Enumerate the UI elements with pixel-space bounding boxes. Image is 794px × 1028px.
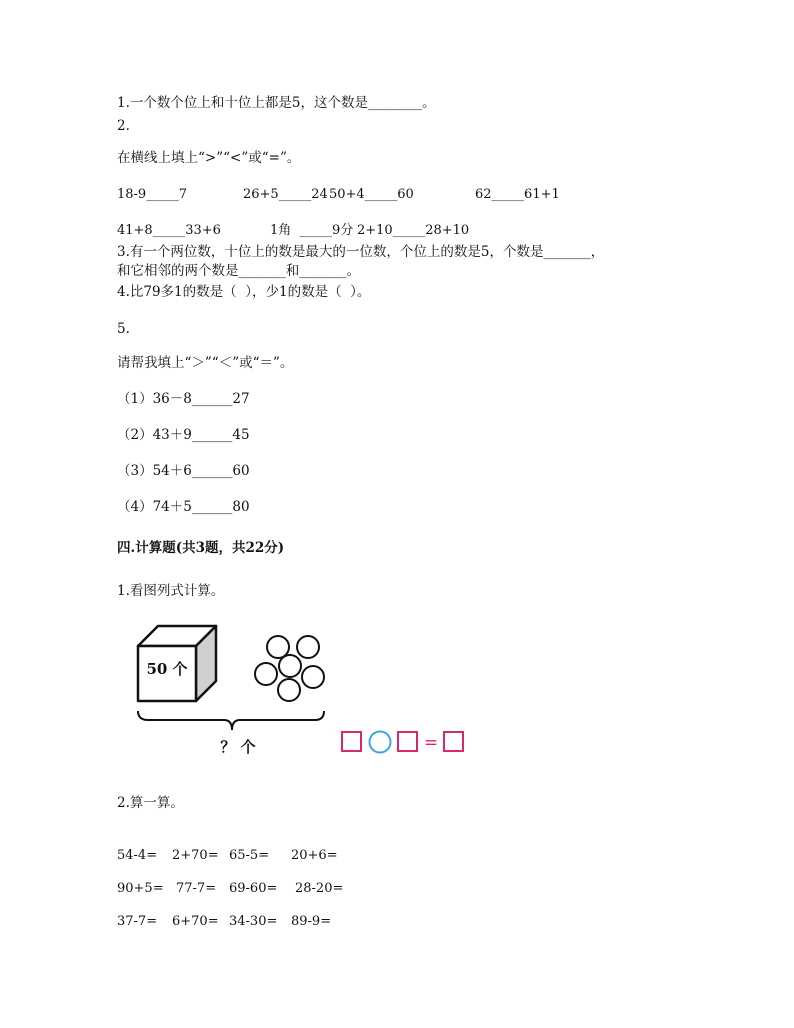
calc-item: 77-7= [176, 881, 217, 896]
compare-item: 2+10_____28+10 [357, 223, 470, 238]
question-3-line-1: 3.有一个两位数，十位上的数是最大的一位数，个位上的数是5，个数是_______， [117, 244, 605, 260]
circle-shape [278, 679, 300, 701]
question-5-instruction: 请帮我填上“＞”“＜”或“＝”。 [117, 355, 294, 371]
circle-shape [279, 655, 301, 677]
calc-item: 69-60= [229, 881, 278, 896]
cube-label: 50 个 [146, 660, 188, 678]
answer-box[interactable] [342, 732, 361, 751]
circle-shape [255, 663, 277, 685]
total-label: ？ 个 [220, 738, 256, 756]
calc-item: 65-5= [229, 848, 270, 863]
calc-item: 34-30= [229, 914, 278, 929]
operator-circle[interactable] [370, 732, 391, 753]
question-5-item-3: （3）54＋6______60 [117, 463, 250, 479]
answer-box[interactable] [444, 732, 463, 751]
question-1: 1.一个数个位上和十位上都是5，这个数是________。 [117, 95, 436, 111]
question-5-number: 5. [117, 321, 130, 337]
circle-shape [297, 636, 319, 658]
compare-item: 1角 _____9分 [270, 223, 354, 238]
question-5-item-1: （1）36－8______27 [117, 391, 250, 407]
calc-2-prompt: 2.算一算。 [117, 795, 184, 811]
compare-item: 26+5_____24 [243, 187, 328, 202]
question-2-instruction: 在横线上填上“>”“<”或“=”。 [117, 150, 301, 166]
calc-item: 54-4= [117, 848, 158, 863]
section-title: 四.计算题(共3题，共22分) [117, 540, 285, 556]
calc-item: 2+70= [172, 848, 219, 863]
equals-sign: = [423, 733, 439, 753]
compare-item: 18-9_____7 [117, 187, 187, 202]
circle-shape [302, 666, 324, 688]
circle-shape [267, 636, 289, 658]
calc-item: 28-20= [295, 881, 344, 896]
question-2-number: 2. [117, 118, 130, 134]
calc-1-prompt: 1.看图列式计算。 [117, 583, 225, 599]
question-3-line-2: 和它相邻的两个数是_______和_______。 [117, 263, 360, 279]
question-5-item-4: （4）74＋5______80 [117, 499, 250, 515]
question-5-item-2: （2）43＋9______45 [117, 427, 250, 443]
compare-item: 50+4_____60 [329, 187, 414, 202]
calc-item: 89-9= [291, 914, 332, 929]
calc-item: 90+5= [117, 881, 164, 896]
compare-item: 41+8_____33+6 [117, 223, 221, 238]
compare-item: 62_____61+1 [475, 187, 560, 202]
answer-box[interactable] [398, 732, 417, 751]
calc-item: 6+70= [172, 914, 219, 929]
calc-item: 37-7= [117, 914, 158, 929]
calc-item: 20+6= [291, 848, 338, 863]
question-4: 4.比79多1的数是（ ），少1的数是（ ）。 [117, 284, 371, 300]
brace [138, 711, 324, 730]
circles-group [255, 636, 324, 701]
